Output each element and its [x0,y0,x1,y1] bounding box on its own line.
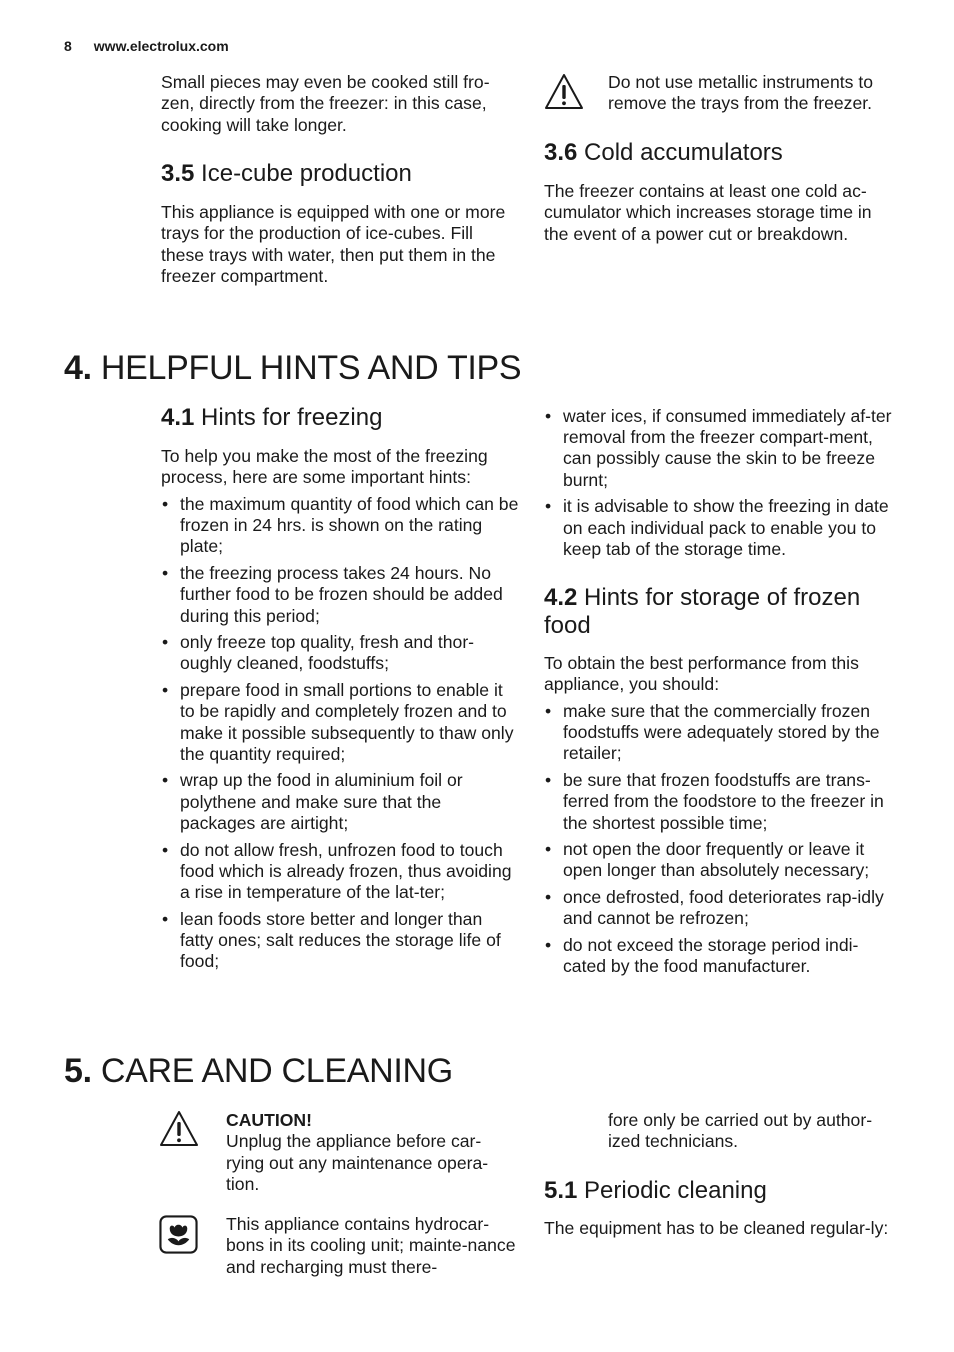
environment-text-cont: fore only be carried out by author-ized technicians. [608,1110,873,1152]
storage-hints-list [544,701,900,983]
section-5-1-heading: 5.1 Periodic cleaning [544,1177,767,1204]
freezing-hints-list-cont [544,406,900,565]
list-item: • prepare food in small portions to enable it to be rapidly and completely frozen and to make it possible subsequently to thaw only the quantity required; [161,680,519,765]
list-item: • lean foods store better and longer than fatty ones; salt reduces the storage life of food; [161,909,519,973]
list-item: • it is advisable to show the freezing in date on each individual pack to enable you to keep tab of the storage time. [544,496,900,560]
list-item: • water ices, if consumed immediately af-ter removal from the freezer compart-ment, can possibly cause the skin to be freeze burnt; [544,406,900,491]
section-4-2-intro: To obtain the best performance from this appliance, you should: [544,653,859,695]
freezing-hints-list [161,494,519,978]
page-header [64,38,229,54]
warning-triangle-icon [159,1109,199,1149]
list-item: • the freezing process takes 24 hours. No further food to be frozen should be added during this period; [161,563,519,627]
section-4-1-heading: 4.1 Hints for freezing [161,404,383,431]
caution-title: CAUTION! [226,1110,313,1130]
chapter-4-heading: 4. HELPFUL HINTS AND TIPS [64,349,522,387]
chapter-5-heading: 5. CARE AND CLEANING [64,1052,453,1090]
list-item: • once defrosted, food deteriorates rap-idly and cannot be refrozen; [544,887,900,929]
list-item: • the maximum quantity of food which can be frozen in 24 hrs. is shown on the rating plate; [161,494,519,558]
section-3-6-body: The freezer contains at least one cold ac-cumulator which increases storage time in the event of a power cut or breakdown. [544,181,872,244]
recycle-flower-icon [159,1215,198,1254]
warning-text: Do not use metallic instruments to remove the trays from the freezer. [608,72,873,114]
caution-block [226,1110,516,1196]
list-item: • only freeze top quality, fresh and thor-oughly cleaned, foodstuffs; [161,632,519,674]
list-item: • wrap up the food in aluminium foil or polythene and make sure that the packages are airtight; [161,770,519,834]
site-url[interactable]: www.electrolux.com [93,38,229,54]
section-4-1-intro: To help you make the most of the freezing process, here are some important hints: [161,446,488,488]
section-3-5-heading: 3.5 Ice-cube production [161,160,412,187]
list-item: • make sure that the commercially frozen foodstuffs were adequately stored by the retailer; [544,701,900,765]
list-item: • do not allow fresh, unfrozen food to touch food which is already frozen, thus avoiding a rise in temperature of the lat-ter; [161,840,519,904]
section-3-6-heading: 3.6 Cold accumulators [544,139,783,166]
list-item: • not open the door frequently or leave it open longer than absolutely necessary; [544,839,900,881]
list-item: • be sure that frozen foodstuffs are trans-ferred from the foodstore to the freezer in the shortest possible time; [544,770,900,834]
section-4-2-heading: 4.2 Hints for storage of frozen food [544,584,861,639]
section-3-5-body: This appliance is equipped with one or more trays for the production of ice-cubes. Fill these trays with water, then put them in the freezer compartment. [161,202,506,287]
environment-text: This appliance contains hydrocar-bons in its cooling unit; mainte-nance and recharging must there- [226,1214,516,1277]
page-number: 8 [64,38,72,54]
intro-paragraph: Small pieces may even be cooked still fro-zen, directly from the freezer: in this case, cooking will take longer. [161,72,490,135]
warning-triangle-icon [544,72,584,112]
list-item: • do not exceed the storage period indi-cated by the food manufacturer. [544,935,900,977]
caution-text: Unplug the appliance before car-rying out any maintenance opera-tion. [226,1131,489,1195]
section-5-1-body: The equipment has to be cleaned regular-ly: [544,1218,889,1238]
